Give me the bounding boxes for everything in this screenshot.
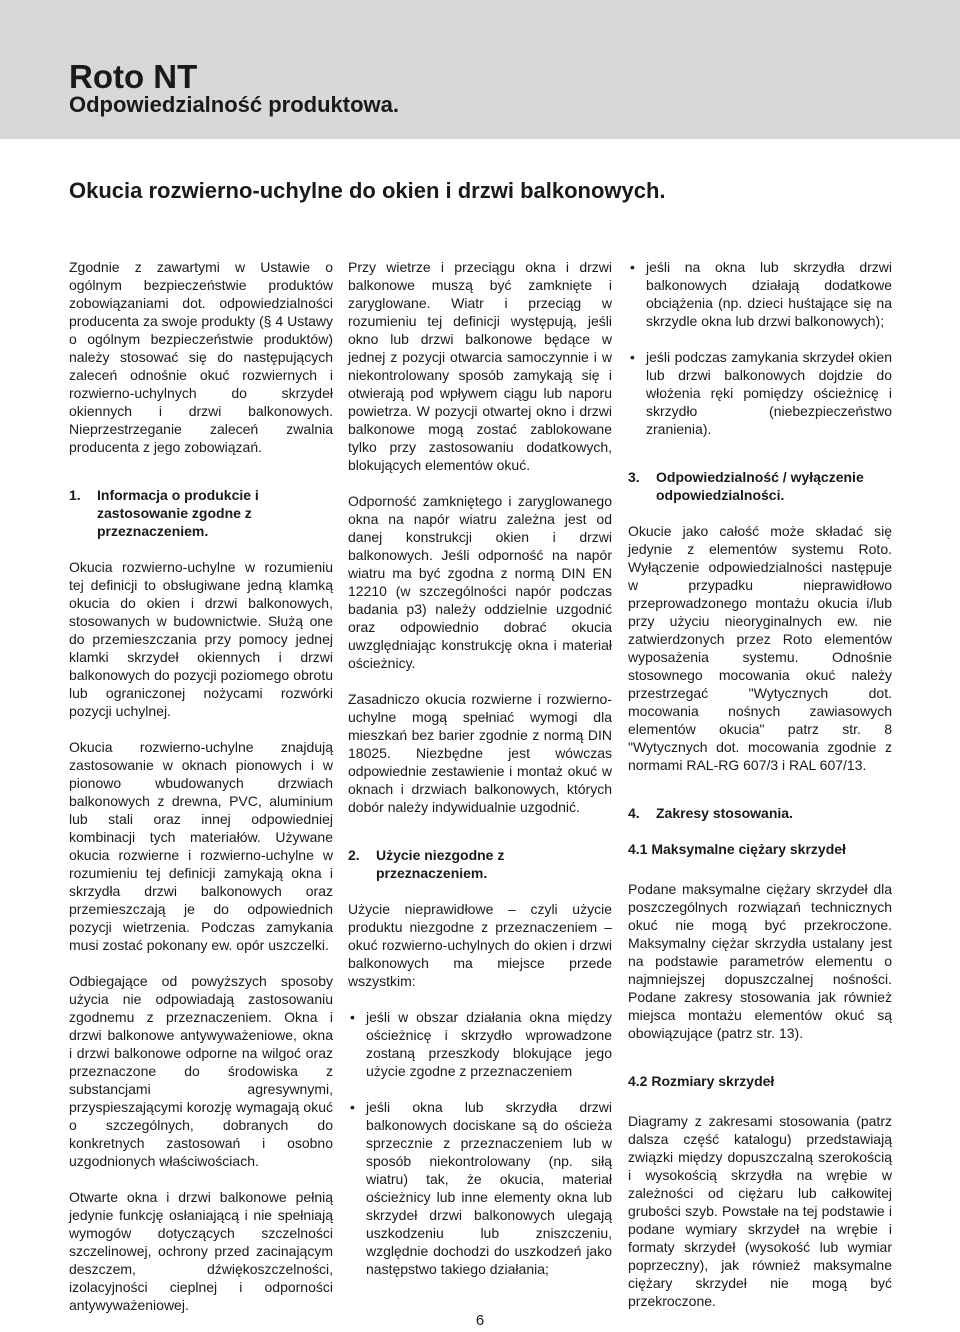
heading-3-text: Odpowiedzialność / wyłączenie odpowiedzialności.: [656, 469, 864, 503]
subheading-4-1: 4.1 Maksymalne ciężary skrzydeł: [628, 841, 846, 857]
page-number: 6: [475, 1312, 485, 1329]
heading-1: [69, 486, 333, 540]
paragraph: Okucia rozwierno-uchylne w rozumieniu tej definicji to obsługiwane jedną klamką okucia do okien i drzwi balkonowych, stosowanych w budownictwie. Służą one do przemieszczania przy pomocy jednej klamki skrzydeł okiennych i drzwi balkonowych do pozycji poziomego obrotu lub ograniczonej nożycami rozwórki pozycji uchylnej.: [69, 559, 333, 719]
list-item-text: jeśli podczas zamykania skrzydeł okien lub drzwi balkonowych dojdzie do włożenia ręki pomiędzy ościeżnicę i skrzydło (niebezpieczeństwo zranienia).: [646, 349, 892, 437]
paragraph: Zasadniczo okucia rozwierne i rozwierno-uchylne mogą spełniać wymogi dla mieszkań bez barier zgodnie z normą DIN 18025. Niezbędne jest wówczas odpowiednie zestawienie i montaż okuć w oknach i drzwiach balkonowych, których dobór należy indywidualnie uzgodnić.: [348, 691, 612, 815]
intro-paragraph: Zgodnie z zawartymi w Ustawie o ogólnym bezpieczeństwie produktów zobowiązaniami dot. odpowiedzialności producenta za swoje produkty (§ 4 Ustawy o ogólnym bezpieczeństwie produktów) należy stosować się do następujących zaleceń odnośnie okuć rozwiernych i rozwierno-uchylnych do skrzydeł okiennych i drzwi balkonowych. Nieprzestrzeganie zaleceń zwalnia producenta z jego zobowiązań.: [69, 259, 333, 455]
brand-subtitle: Odpowiedzialność produktowa.: [69, 92, 400, 117]
paragraph: Przy wietrze i przeciągu okna i drzwi balkonowe muszą być zamknięte i zaryglowane. Wiatr i przeciąg w rozumieniu tej definicji występują, jeśli okno lub drzwi balkonowe będące w jednej z pozycji otwarcia samoczynnie i w niekontrolowany sposób zamykają się i otwierają pod wpływem ciągu lub naporu powietrza. W pozycji otwartej okno i drzwi balkonowe mogą zostać zablokowane tylko przy zastosowaniu dodatkowych, blokujących elementów okuć.: [348, 259, 612, 473]
header-band: [0, 0, 960, 139]
heading-1-text: Informacja o produkcie i zastosowanie zgodne z przeznaczeniem.: [97, 487, 259, 539]
paragraph: Podane maksymalne ciężary skrzydeł dla poszczególnych rozwiązań technicznych okuć nie mogą być przekroczone. Maksymalny ciężar skrzydła ustalany jest na podstawie parametrów elementu o najmniejszej dopuszczalnej nośności. Podane zakresy stosowania jak również miejsca montażu elementów okuć są obowiązujące (patrz str. 13).: [628, 881, 892, 1041]
subheading-4-2: 4.2 Rozmiary skrzydeł: [628, 1073, 775, 1089]
list-item: [628, 348, 892, 438]
heading-2: [348, 846, 612, 882]
list-item-text: jeśli na okna lub skrzydła drzwi balkonowych działają dodatkowe obciążenia (np. dzieci huśtające się na skrzydle okna lub drzwi balkonowych);: [646, 259, 892, 329]
column-2: [348, 258, 612, 1296]
paragraph: Odporność zamkniętego i zaryglowanego okna na napór wiatru zależna jest od danej konstrukcji okien i drzwi balkonowych. Jeśli odporność na napór wiatru ma być zgodna z normą DIN EN 12210 (w szczególności napór podczas badania p3) należy oddzielnie uzgodnić oraz odpowiednio dobrać okucia uwzględniając konstrukcję okna i materiał ościeżnicy.: [348, 493, 612, 671]
heading-4-text: Zakresy stosowania.: [656, 805, 793, 821]
column-3: [628, 258, 892, 1328]
brand-title: Roto NT: [69, 58, 198, 95]
bullet-list: [628, 258, 892, 438]
paragraph: Użycie nieprawidłowe – czyli użycie produktu niezgodne z przeznaczeniem – okuć rozwierno-uchylnych do okien i drzwi balkonowych ma miejsce przede wszystkim:: [348, 901, 612, 989]
list-item-text: jeśli okna lub skrzydła drzwi balkonowych dociskane są do ościeża sprzecznie z przeznaczeniem lub w sposób niekontrolowany (np. siłą wiatru) tak, że okucia, materiał ościeżnicy lub inne elementy okna lub skrzydeł drzwi balkonowych ulegają uszkodzeniu lub zniszczeniu, względnie dochodzi do uszkodzeń jako następstwo takiego działania;: [366, 1099, 612, 1277]
heading-4: [628, 804, 892, 822]
bullet-list: [348, 1008, 612, 1278]
section-title: Okucia rozwierno-uchylne do okien i drzwi balkonowych.: [69, 178, 666, 203]
bullet-icon: •: [630, 259, 635, 275]
list-item-text: jeśli w obszar działania okna między ościeżnicę i skrzydło wprowadzone zostaną przeszkody blokujące jego użycie zgodne z przeznaczeniem: [366, 1009, 612, 1079]
heading-3-number: 3.: [628, 469, 640, 485]
paragraph: Otwarte okna i drzwi balkonowe pełnią jedynie funkcję osłaniającą i nie spełniają wymogów dotyczących szczelności szczelinowej, ochrony przed zacinającym deszczem, dźwiękoszczelności, izolacyjności cieplnej i odporności antywyważeniowej.: [69, 1189, 333, 1313]
paragraph: Odbiegające od powyższych sposoby użycia nie odpowiadają zastosowaniu zgodnemu z przeznaczeniem. Okna i drzwi balkonowe antywyważeniowe, okna i drzwi balkonowe odporne na wilgoć oraz przeznaczone do środowiska z substancjami agresywnymi, przyspieszającymi korozję wymagają okuć o szczególnych, dobranych do konkretnych zastosowań i osobno uzgodnionych właściwościach.: [69, 973, 333, 1169]
bullet-icon: •: [350, 1009, 355, 1025]
list-item: [628, 258, 892, 330]
paragraph: Okucia rozwierno-uchylne znajdują zastosowanie w oknach pionowych i w pionowo wbudowanych drzwiach balkonowych z drewna, PVC, aluminium lub stali oraz innej odpowiedniej kombinacji tych materiałów. Używane okucia rozwierne i rozwierno-uchylne w rozumieniu tej definicji zamykają okna i skrzydła drzwi balkonowych oraz przemieszczają je do odpowiednich pozycji wietrzenia. Podczas zamykania musi zostać pokonany ew. opór uszczelki.: [69, 739, 333, 953]
paragraph: Okucie jako całość może składać się jedynie z elementów systemu Roto. Wyłączenie odpowiedzialności następuje w przypadku nieprawidłowo przeprowadzonego montażu okucia i/lub przy użyciu nieoryginalnych ew. nie zatwierdzonych przez Roto elementów wyposażenia systemu. Odnośnie stosownego mocowania okuć należy przestrzegać "Wytycznych dot. mocowania nośnych zawiasowych elementów okucia" patrz str. 8 "Wytycznych dot. mocowania zgodnie z normami RAL-RG 607/3 i RAL 607/13.: [628, 523, 892, 773]
bullet-icon: •: [630, 349, 635, 365]
list-item: [348, 1098, 612, 1278]
heading-4-number: 4.: [628, 805, 640, 821]
heading-2-text: Użycie niezgodne z przeznaczeniem.: [376, 847, 505, 881]
heading-3: [628, 468, 892, 504]
column-1: [69, 258, 333, 1332]
paragraph: Diagramy z zakresami stosowania (patrz dalsza część katalogu) przedstawiają związki między dopuszczalną szerokością i wysokością skrzydła na wrębie w zależności od ciężaru lub całkowitej grubości szyb. Powstałe na tej podstawie i podane wymiary skrzydeł na wrębie i formaty skrzydeł (wysokość lub wymiar poprzeczny), jak również maksymalne ciężary skrzydeł nie mogą być przekroczone.: [628, 1113, 892, 1309]
heading-1-number: 1.: [69, 487, 81, 503]
list-item: [348, 1008, 612, 1080]
bullet-icon: •: [350, 1099, 355, 1115]
heading-2-number: 2.: [348, 847, 360, 863]
